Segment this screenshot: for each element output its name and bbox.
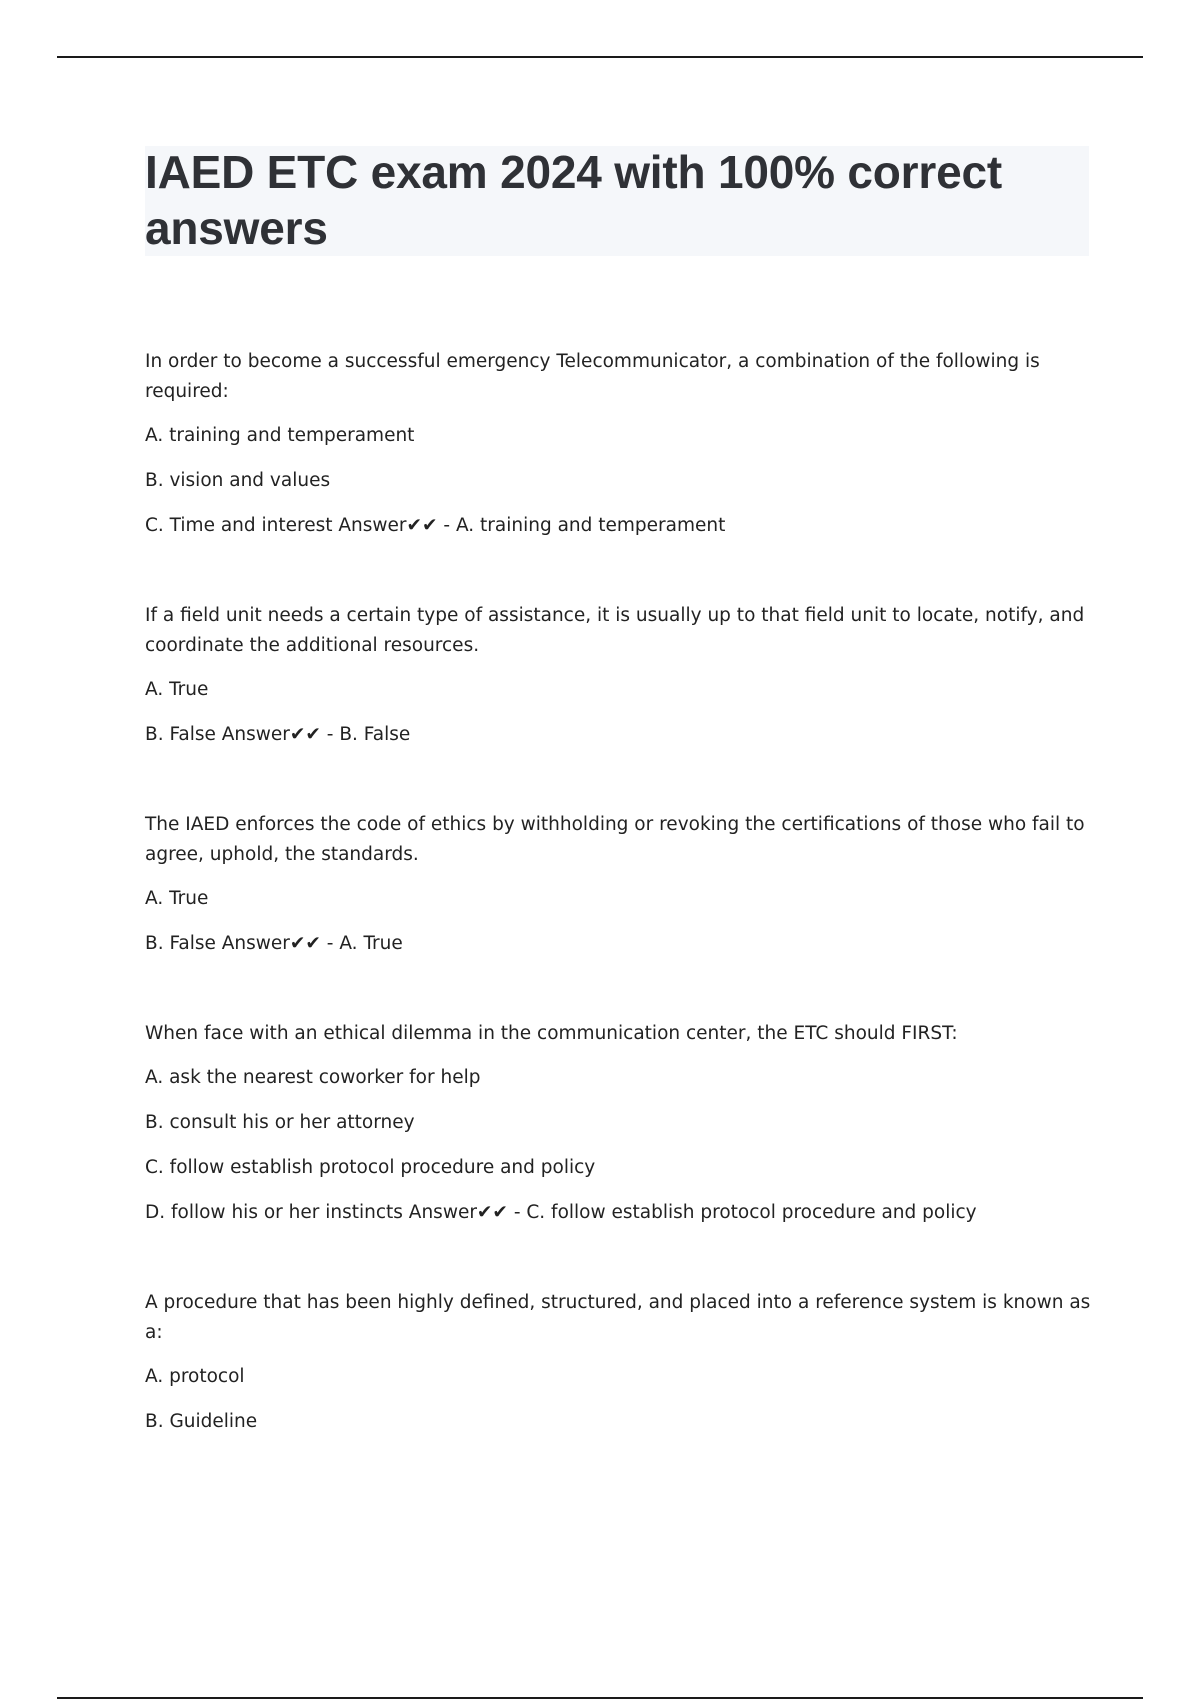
question-block	[145, 601, 1095, 750]
answer-option: A. True	[145, 679, 209, 700]
question-text: The IAED enforces the code of ethics by withholding or revoking the certifications of those who fail to agree, uphold, the standards.	[145, 814, 1085, 865]
top-rule	[57, 56, 1143, 58]
answer-option-with-key: B. False Answer✔✔ - B. False	[145, 724, 411, 745]
answer-option: C. follow establish protocol procedure and policy	[145, 1157, 596, 1178]
answer-option: A. training and temperament	[145, 425, 415, 446]
bottom-rule	[57, 1697, 1143, 1699]
question-block	[145, 1288, 1095, 1437]
answer-option: A. ask the nearest coworker for help	[145, 1067, 481, 1088]
question-text: A procedure that has been highly defined, structured, and placed into a reference system is known as a:	[145, 1292, 1091, 1343]
question-text: If a field unit needs a certain type of assistance, it is usually up to that field unit to locate, notify, and coordinate the additional resources.	[145, 605, 1085, 656]
answer-option-with-key: B. False Answer✔✔ - A. True	[145, 933, 403, 954]
answer-option: B. consult his or her attorney	[145, 1112, 415, 1133]
question-text: When face with an ethical dilemma in the communication center, the ETC should FIRST:	[145, 1023, 958, 1044]
question-block	[145, 810, 1095, 959]
answer-option: A. True	[145, 888, 209, 909]
question-block	[145, 347, 1095, 541]
answer-option-with-key: C. Time and interest Answer✔✔ - A. training and temperament	[145, 515, 726, 536]
document-title: IAED ETC exam 2024 with 100% correct answers	[145, 146, 1002, 254]
question-text: In order to become a successful emergency Telecommunicator, a combination of the following is required:	[145, 351, 1040, 402]
answer-option: A. protocol	[145, 1366, 245, 1387]
answer-option: B. Guideline	[145, 1411, 258, 1432]
question-list	[145, 347, 1095, 1497]
answer-option-with-key: D. follow his or her instincts Answer✔✔ - C. follow establish protocol procedure and policy	[145, 1202, 977, 1223]
answer-option: B. vision and values	[145, 470, 331, 491]
question-block	[145, 1019, 1095, 1228]
